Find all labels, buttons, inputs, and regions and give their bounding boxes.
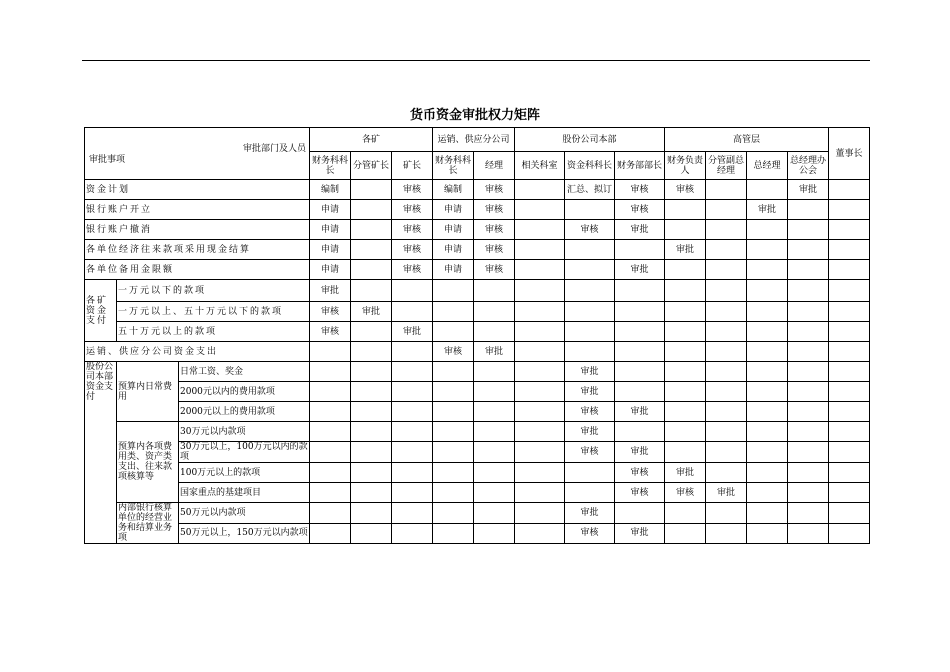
matrix-cell — [788, 442, 829, 463]
matrix-cell — [474, 422, 515, 442]
matrix-cell — [474, 302, 515, 322]
matrix-cell — [788, 362, 829, 382]
matrix-cell — [829, 220, 870, 240]
matrix-cell — [706, 200, 747, 220]
matrix-cell — [747, 180, 788, 200]
matrix-cell — [392, 523, 433, 544]
matrix-cell — [433, 302, 474, 322]
matrix-cell — [565, 483, 615, 503]
matrix-cell: 审批 — [615, 260, 665, 280]
group-header-chairman: 董事长 — [829, 128, 870, 180]
matrix-cell: 审核 — [310, 322, 351, 342]
matrix-cell: 审批 — [474, 342, 515, 362]
role-header: 经理 — [474, 152, 515, 180]
matrix-cell: 审批 — [615, 442, 665, 463]
matrix-cell — [706, 362, 747, 382]
matrix-cell — [565, 200, 615, 220]
row-label: 100万元以上的款项 — [179, 463, 310, 483]
row-group-label: 股份公司本部资金支付 — [85, 362, 117, 544]
row-label: 30万元以上，100万元以内的款项 — [180, 442, 308, 462]
role-header: 相关科室 — [515, 152, 565, 180]
table-row — [85, 442, 870, 463]
matrix-cell — [310, 402, 351, 422]
matrix-cell: 审核 — [615, 463, 665, 483]
matrix-cell — [665, 503, 706, 524]
matrix-cell — [829, 322, 870, 342]
matrix-cell: 审核 — [615, 180, 665, 200]
matrix-cell — [829, 342, 870, 362]
table-row — [85, 322, 870, 342]
matrix-cell — [474, 523, 515, 544]
matrix-cell — [665, 342, 706, 362]
table-row — [85, 382, 870, 402]
matrix-cell: 编制 — [310, 180, 351, 200]
row-label: 一万元以上、五十万元以下的款项 — [117, 302, 310, 322]
matrix-cell — [310, 463, 351, 483]
matrix-cell — [433, 463, 474, 483]
matrix-cell — [515, 362, 565, 382]
matrix-cell — [433, 442, 474, 463]
table-row — [85, 483, 870, 503]
matrix-cell — [474, 463, 515, 483]
matrix-cell — [515, 483, 565, 503]
role-header: 总经理办公会 — [788, 152, 829, 180]
matrix-cell — [747, 523, 788, 544]
matrix-cell — [665, 220, 706, 240]
row-label: 2000元以内的费用款项 — [179, 382, 310, 402]
matrix-cell — [615, 322, 665, 342]
matrix-cell — [474, 483, 515, 503]
matrix-cell: 审核 — [474, 240, 515, 260]
corner-cell — [85, 128, 310, 180]
matrix-cell — [788, 200, 829, 220]
row-subgroup-label: 预算内日常费用 — [117, 362, 179, 422]
matrix-cell — [706, 402, 747, 422]
matrix-cell — [474, 280, 515, 302]
matrix-cell — [351, 422, 392, 442]
matrix-cell — [351, 200, 392, 220]
matrix-cell — [392, 382, 433, 402]
matrix-cell — [706, 523, 747, 544]
matrix-cell: 申请 — [310, 200, 351, 220]
role-header: 财务科科长 — [433, 152, 474, 180]
matrix-cell — [615, 280, 665, 302]
matrix-cell — [615, 302, 665, 322]
matrix-cell — [474, 382, 515, 402]
matrix-cell: 审批 — [392, 322, 433, 342]
matrix-cell: 审核 — [310, 302, 351, 322]
row-label: 30万元以内款项 — [179, 422, 310, 442]
matrix-cell — [747, 302, 788, 322]
page-title: 货币资金审批权力矩阵 — [409, 108, 540, 123]
matrix-cell — [788, 523, 829, 544]
role-header: 财务科科长 — [310, 152, 351, 180]
matrix-cell — [706, 442, 747, 463]
group-header-transport: 运销、供应分公司 — [433, 128, 515, 152]
table-row — [85, 280, 870, 302]
matrix-cell — [515, 402, 565, 422]
matrix-cell: 编制 — [433, 180, 474, 200]
matrix-cell: 审批 — [310, 280, 351, 302]
matrix-cell: 审批 — [615, 402, 665, 422]
matrix-cell — [706, 180, 747, 200]
row-label: 国家重点的基建项目 — [179, 483, 310, 503]
matrix-cell — [788, 280, 829, 302]
matrix-cell — [829, 302, 870, 322]
matrix-cell — [665, 382, 706, 402]
matrix-cell — [665, 362, 706, 382]
matrix-cell — [565, 463, 615, 483]
matrix-cell: 审核 — [392, 240, 433, 260]
matrix-cell: 审核 — [565, 442, 615, 463]
matrix-cell — [515, 382, 565, 402]
matrix-cell — [706, 220, 747, 240]
matrix-cell: 审核 — [474, 220, 515, 240]
matrix-cell — [615, 240, 665, 260]
matrix-cell — [706, 503, 747, 524]
matrix-cell — [829, 483, 870, 503]
row-label: 银行账户开立 — [85, 200, 310, 220]
table-row — [85, 503, 870, 524]
matrix-cell — [474, 503, 515, 524]
matrix-cell — [706, 240, 747, 260]
table-row — [85, 302, 870, 322]
matrix-cell — [351, 382, 392, 402]
matrix-cell: 审核 — [665, 180, 706, 200]
role-header: 资金科科长 — [565, 152, 615, 180]
table-row — [85, 260, 870, 280]
matrix-cell — [829, 362, 870, 382]
matrix-cell — [788, 220, 829, 240]
matrix-cell — [515, 322, 565, 342]
matrix-cell — [665, 442, 706, 463]
row-subgroup-label: 内部银行核算单位的经营业务和结算业务项 — [117, 503, 179, 544]
matrix-cell — [615, 382, 665, 402]
role-header: 分管副总经理 — [706, 152, 747, 180]
matrix-cell — [665, 402, 706, 422]
matrix-cell — [433, 322, 474, 342]
table-row — [85, 362, 870, 382]
matrix-cell: 审核 — [392, 180, 433, 200]
matrix-cell — [747, 322, 788, 342]
matrix-cell — [829, 463, 870, 483]
matrix-cell — [665, 280, 706, 302]
matrix-cell: 申请 — [310, 240, 351, 260]
matrix-cell — [392, 342, 433, 362]
matrix-cell — [433, 523, 474, 544]
matrix-cell — [433, 402, 474, 422]
matrix-cell — [392, 483, 433, 503]
matrix-cell: 申请 — [310, 220, 351, 240]
matrix-cell — [392, 503, 433, 524]
approval-matrix-table — [84, 127, 870, 544]
corner-bottom-label: 审批事项 — [89, 155, 126, 165]
matrix-cell — [615, 503, 665, 524]
role-header: 总经理 — [747, 152, 788, 180]
matrix-cell: 审核 — [392, 200, 433, 220]
matrix-cell — [747, 463, 788, 483]
table-row — [85, 220, 870, 240]
matrix-cell — [474, 322, 515, 342]
matrix-cell — [392, 442, 433, 463]
matrix-cell — [615, 342, 665, 362]
matrix-cell — [433, 382, 474, 402]
row-label: 运销、供应分公司资金支出 — [85, 342, 310, 362]
matrix-cell — [829, 200, 870, 220]
row-label: 五十万元以上的款项 — [117, 322, 310, 342]
matrix-cell — [515, 503, 565, 524]
matrix-cell — [310, 362, 351, 382]
matrix-cell — [747, 483, 788, 503]
matrix-cell — [351, 362, 392, 382]
matrix-cell — [706, 280, 747, 302]
matrix-cell — [310, 422, 351, 442]
matrix-cell — [829, 240, 870, 260]
matrix-cell — [665, 322, 706, 342]
row-label: 各单位备用金限额 — [85, 260, 310, 280]
matrix-cell — [747, 382, 788, 402]
matrix-cell: 审批 — [565, 362, 615, 382]
matrix-cell — [706, 260, 747, 280]
matrix-cell — [615, 422, 665, 442]
matrix-cell — [515, 280, 565, 302]
matrix-cell — [706, 322, 747, 342]
table-row — [85, 180, 870, 200]
matrix-cell — [615, 362, 665, 382]
matrix-cell: 审核 — [392, 220, 433, 240]
matrix-cell — [515, 220, 565, 240]
table-row — [85, 342, 870, 362]
matrix-cell — [706, 382, 747, 402]
matrix-cell — [829, 180, 870, 200]
matrix-cell: 审核 — [615, 200, 665, 220]
row-label: 各单位经济往来款项采用现金结算 — [85, 240, 310, 260]
row-label: 日常工资、奖金 — [179, 362, 310, 382]
matrix-cell — [706, 422, 747, 442]
matrix-cell — [747, 362, 788, 382]
matrix-cell: 申请 — [433, 260, 474, 280]
matrix-cell — [433, 362, 474, 382]
matrix-cell — [565, 302, 615, 322]
matrix-cell — [351, 402, 392, 422]
matrix-cell: 审核 — [474, 260, 515, 280]
matrix-cell: 审核 — [433, 342, 474, 362]
matrix-cell: 汇总、拟订 — [565, 180, 615, 200]
matrix-cell — [515, 200, 565, 220]
row-label: 2000元以上的费用款项 — [179, 402, 310, 422]
matrix-cell — [565, 280, 615, 302]
matrix-cell — [310, 382, 351, 402]
matrix-cell: 申请 — [310, 260, 351, 280]
matrix-cell — [788, 260, 829, 280]
matrix-cell — [474, 402, 515, 422]
header-rule — [82, 60, 870, 61]
matrix-cell: 审核 — [565, 523, 615, 544]
matrix-cell — [351, 260, 392, 280]
row-label: 银行账户撤消 — [85, 220, 310, 240]
matrix-cell — [665, 422, 706, 442]
matrix-cell — [747, 260, 788, 280]
matrix-cell — [310, 442, 351, 463]
role-header: 矿长 — [392, 152, 433, 180]
role-header: 分管矿长 — [351, 152, 392, 180]
matrix-cell — [747, 220, 788, 240]
matrix-cell — [474, 362, 515, 382]
matrix-cell — [829, 442, 870, 463]
matrix-cell — [515, 180, 565, 200]
matrix-cell: 审批 — [665, 463, 706, 483]
matrix-cell — [829, 503, 870, 524]
matrix-cell — [788, 483, 829, 503]
matrix-cell — [392, 362, 433, 382]
matrix-cell: 审批 — [665, 240, 706, 260]
matrix-cell — [351, 220, 392, 240]
matrix-cell — [565, 322, 615, 342]
table-row — [85, 402, 870, 422]
table-row — [85, 200, 870, 220]
matrix-cell — [351, 180, 392, 200]
matrix-cell — [788, 322, 829, 342]
row-subgroup-label: 预算内各项费用类、资产类支出、往来款项核算等 — [117, 422, 179, 503]
matrix-cell — [565, 260, 615, 280]
matrix-cell — [392, 280, 433, 302]
row-label: 一万元以下的款项 — [117, 280, 310, 302]
matrix-cell — [351, 442, 392, 463]
row-label: 资金计划 — [85, 180, 310, 200]
matrix-cell — [665, 260, 706, 280]
matrix-cell — [310, 503, 351, 524]
matrix-cell — [515, 523, 565, 544]
matrix-cell: 审批 — [706, 483, 747, 503]
matrix-cell — [515, 302, 565, 322]
matrix-cell — [392, 422, 433, 442]
matrix-cell — [392, 302, 433, 322]
row-group-label: 各矿资金支付 — [85, 280, 117, 342]
matrix-cell — [788, 463, 829, 483]
matrix-cell — [665, 200, 706, 220]
matrix-cell — [829, 260, 870, 280]
role-header: 财务负责人 — [665, 152, 706, 180]
matrix-cell — [351, 240, 392, 260]
header-row-groups — [85, 128, 870, 152]
corner-top-label: 审批部门及人员 — [242, 144, 306, 154]
group-header-senior: 高管层 — [665, 128, 829, 152]
matrix-cell — [747, 342, 788, 362]
matrix-cell: 审核 — [665, 483, 706, 503]
matrix-cell — [515, 422, 565, 442]
role-header: 财务部部长 — [615, 152, 665, 180]
matrix-cell — [351, 280, 392, 302]
matrix-cell — [747, 442, 788, 463]
matrix-cell — [706, 302, 747, 322]
matrix-cell — [351, 483, 392, 503]
matrix-cell — [433, 483, 474, 503]
matrix-cell: 审批 — [615, 523, 665, 544]
matrix-cell — [565, 342, 615, 362]
matrix-cell: 审批 — [788, 180, 829, 200]
matrix-cell: 申请 — [433, 220, 474, 240]
matrix-cell — [706, 342, 747, 362]
matrix-cell — [829, 422, 870, 442]
matrix-cell: 审核 — [474, 180, 515, 200]
matrix-cell — [392, 402, 433, 422]
group-header-mine: 各矿 — [310, 128, 433, 152]
table-row — [85, 523, 870, 544]
matrix-cell — [665, 523, 706, 544]
matrix-cell — [788, 382, 829, 402]
matrix-cell: 申请 — [433, 200, 474, 220]
matrix-cell — [788, 503, 829, 524]
matrix-cell: 审核 — [565, 402, 615, 422]
row-label: 50万元以上，150万元以内款项 — [179, 523, 310, 544]
matrix-cell — [829, 280, 870, 302]
matrix-cell — [788, 402, 829, 422]
matrix-cell — [433, 503, 474, 524]
matrix-cell — [747, 503, 788, 524]
matrix-cell: 审核 — [474, 200, 515, 220]
matrix-cell — [310, 483, 351, 503]
matrix-cell — [392, 463, 433, 483]
matrix-cell — [747, 402, 788, 422]
matrix-cell — [788, 422, 829, 442]
matrix-cell — [433, 422, 474, 442]
matrix-cell: 审批 — [747, 200, 788, 220]
matrix-cell: 审批 — [565, 422, 615, 442]
matrix-cell — [351, 322, 392, 342]
matrix-cell: 审核 — [392, 260, 433, 280]
matrix-cell — [515, 463, 565, 483]
matrix-cell — [747, 422, 788, 442]
matrix-cell — [351, 342, 392, 362]
matrix-cell — [747, 280, 788, 302]
matrix-cell — [310, 523, 351, 544]
matrix-cell — [665, 302, 706, 322]
matrix-cell — [706, 463, 747, 483]
matrix-cell — [829, 523, 870, 544]
matrix-cell: 审批 — [565, 382, 615, 402]
matrix-cell — [829, 382, 870, 402]
matrix-cell — [433, 280, 474, 302]
matrix-cell — [747, 240, 788, 260]
matrix-cell — [788, 342, 829, 362]
table-row — [85, 422, 870, 442]
matrix-cell — [515, 442, 565, 463]
matrix-cell — [829, 402, 870, 422]
matrix-cell: 申请 — [433, 240, 474, 260]
table-row — [85, 463, 870, 483]
matrix-cell: 审批 — [351, 302, 392, 322]
row-label: 50万元以内款项 — [179, 503, 310, 524]
matrix-cell — [310, 342, 351, 362]
matrix-cell — [474, 442, 515, 463]
matrix-cell — [515, 260, 565, 280]
matrix-cell — [788, 240, 829, 260]
matrix-cell — [351, 503, 392, 524]
matrix-cell — [515, 240, 565, 260]
matrix-cell: 审批 — [565, 503, 615, 524]
matrix-cell — [351, 523, 392, 544]
matrix-cell: 审批 — [615, 220, 665, 240]
matrix-cell — [565, 240, 615, 260]
matrix-cell — [515, 342, 565, 362]
matrix-cell — [788, 302, 829, 322]
matrix-cell: 审核 — [565, 220, 615, 240]
group-header-hq: 股份公司本部 — [515, 128, 665, 152]
table-row — [85, 240, 870, 260]
matrix-cell — [351, 463, 392, 483]
matrix-cell: 审核 — [615, 483, 665, 503]
